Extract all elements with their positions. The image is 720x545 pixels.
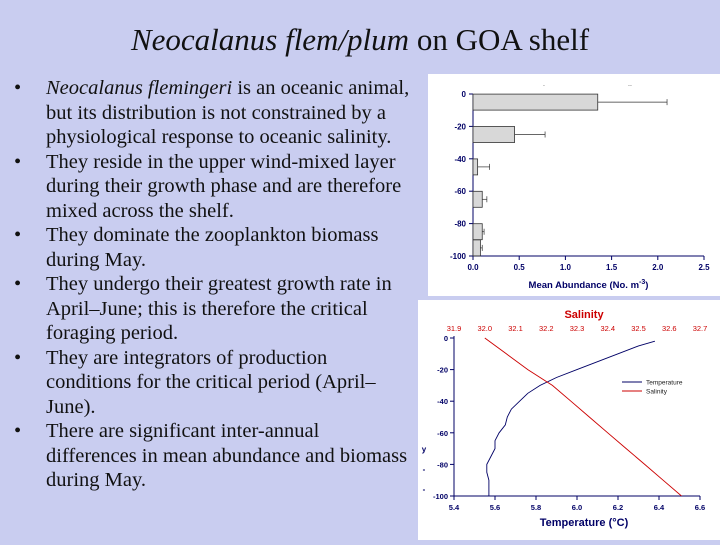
abundance-bar-chart [428, 74, 720, 296]
bullet-item [14, 76, 414, 150]
salinity-tick-label: 32.1 [508, 324, 523, 333]
side-mark: - [422, 485, 426, 494]
salinity-tick-label: 32.2 [538, 324, 554, 333]
y-tick-label: -80 [437, 460, 448, 470]
x-axis-label [529, 279, 649, 291]
y-tick-label: -80 [454, 219, 466, 229]
temperature-salinity-profile-svg [418, 300, 720, 540]
y-tick-label: -40 [437, 397, 448, 407]
y-tick-label: -60 [454, 187, 466, 197]
salinity-tick-label: 32.4 [600, 324, 616, 333]
bullet-item [14, 272, 414, 346]
x-tick-label: 0.0 [467, 263, 479, 272]
bullet-dot: • [14, 420, 22, 442]
y-tick-label: -20 [437, 365, 448, 375]
x-tick-label: 5.8 [530, 503, 542, 512]
x-axis-label-main: Mean Abundance (No. m [528, 280, 640, 291]
x-tick-label: 6.2 [612, 503, 624, 512]
bullet-text: There are significant inter-annual differences in mean abundance and biomass during May. [46, 420, 408, 491]
bullet-dot: • [14, 224, 22, 246]
salinity-series-line [485, 338, 694, 504]
x-tick-label: 1.0 [559, 263, 571, 272]
bullet-list [14, 76, 414, 493]
abundance-bar-chart-svg [428, 74, 720, 296]
x-tick-label: 1.5 [606, 263, 618, 272]
top-mark: .. [628, 81, 632, 88]
y-tick-label: -40 [454, 154, 466, 164]
slide-title [0, 22, 720, 58]
y-tick-label: 0 [461, 90, 466, 99]
x-tick-label: 5.4 [448, 503, 460, 512]
slide-title-italic: Neocalanus flem/plum [130, 22, 410, 57]
bullet-item [14, 346, 414, 420]
bar [473, 240, 480, 256]
bullet-text: They reside in the upper wind-mixed layer during their growth phase and are therefore mixed across the shelf. [46, 150, 402, 222]
x-axis-label: Temperature (°C) [539, 517, 629, 529]
bar [473, 191, 482, 207]
bullet-dot: • [14, 346, 22, 369]
bar [473, 127, 515, 143]
bar [473, 224, 482, 240]
y-tick-label: -20 [454, 122, 466, 132]
y-tick-label: -60 [437, 428, 448, 438]
salinity-tick-label: 32.0 [477, 324, 493, 333]
bar [473, 94, 598, 110]
y-tick-label: 0 [443, 334, 448, 343]
salinity-tick-label: 32.3 [569, 324, 585, 333]
salinity-tick-label: 32.7 [692, 324, 708, 333]
x-tick-label: 5.6 [489, 503, 501, 512]
bullet-text: They undergo their greatest growth rate in April–June; this is therefore the critical foraging period. [46, 273, 392, 344]
x-tick-label: 6.0 [571, 503, 583, 512]
x-tick-label: 2.5 [698, 263, 710, 272]
salinity-tick-label: 32.6 [661, 324, 677, 333]
x-tick-label: 0.5 [513, 263, 525, 272]
y-tick-label: -100 [449, 252, 466, 261]
legend-label: Salinity [646, 388, 667, 396]
temperature-series-line [487, 341, 655, 496]
bullet-item [14, 223, 414, 272]
bullet-text: They are integrators of production conditions for the critical period (April–June). [46, 346, 376, 418]
y-tick-label: -100 [432, 492, 448, 501]
slide-title-rest: on GOA shelf [409, 22, 590, 57]
x-tick-label: 2.0 [652, 263, 664, 272]
bullet-dot: • [14, 77, 22, 99]
x-tick-label: 6.4 [653, 503, 665, 512]
top-mark: . [543, 81, 545, 88]
bullet-item [14, 150, 414, 224]
bullet-italic: Neocalanus flemingeri [46, 77, 233, 99]
bullet-dot: • [14, 150, 22, 173]
salinity-tick-label: 31.9 [446, 324, 462, 333]
x-tick-label: 6.6 [694, 503, 706, 512]
x-axis-label-superscript: -3 [639, 279, 646, 286]
bullet-dot: • [14, 273, 22, 295]
salinity-tick-label: 32.5 [631, 324, 646, 333]
legend-label: Temperature [646, 379, 683, 387]
side-mark: - [422, 465, 426, 474]
x-axis-label-suffix: ) [645, 280, 649, 291]
side-mark: y [421, 445, 427, 454]
bullet-text: is an oceanic animal, but its distribution is not constrained by a physiological response to oceanic salinity. [46, 77, 410, 148]
salinity-axis-title: Salinity [564, 309, 604, 321]
temperature-salinity-profile-chart [418, 300, 720, 540]
bullet-text: They dominate the zooplankton biomass during May. [46, 224, 379, 271]
bullet-item [14, 419, 414, 493]
bar [473, 159, 478, 175]
